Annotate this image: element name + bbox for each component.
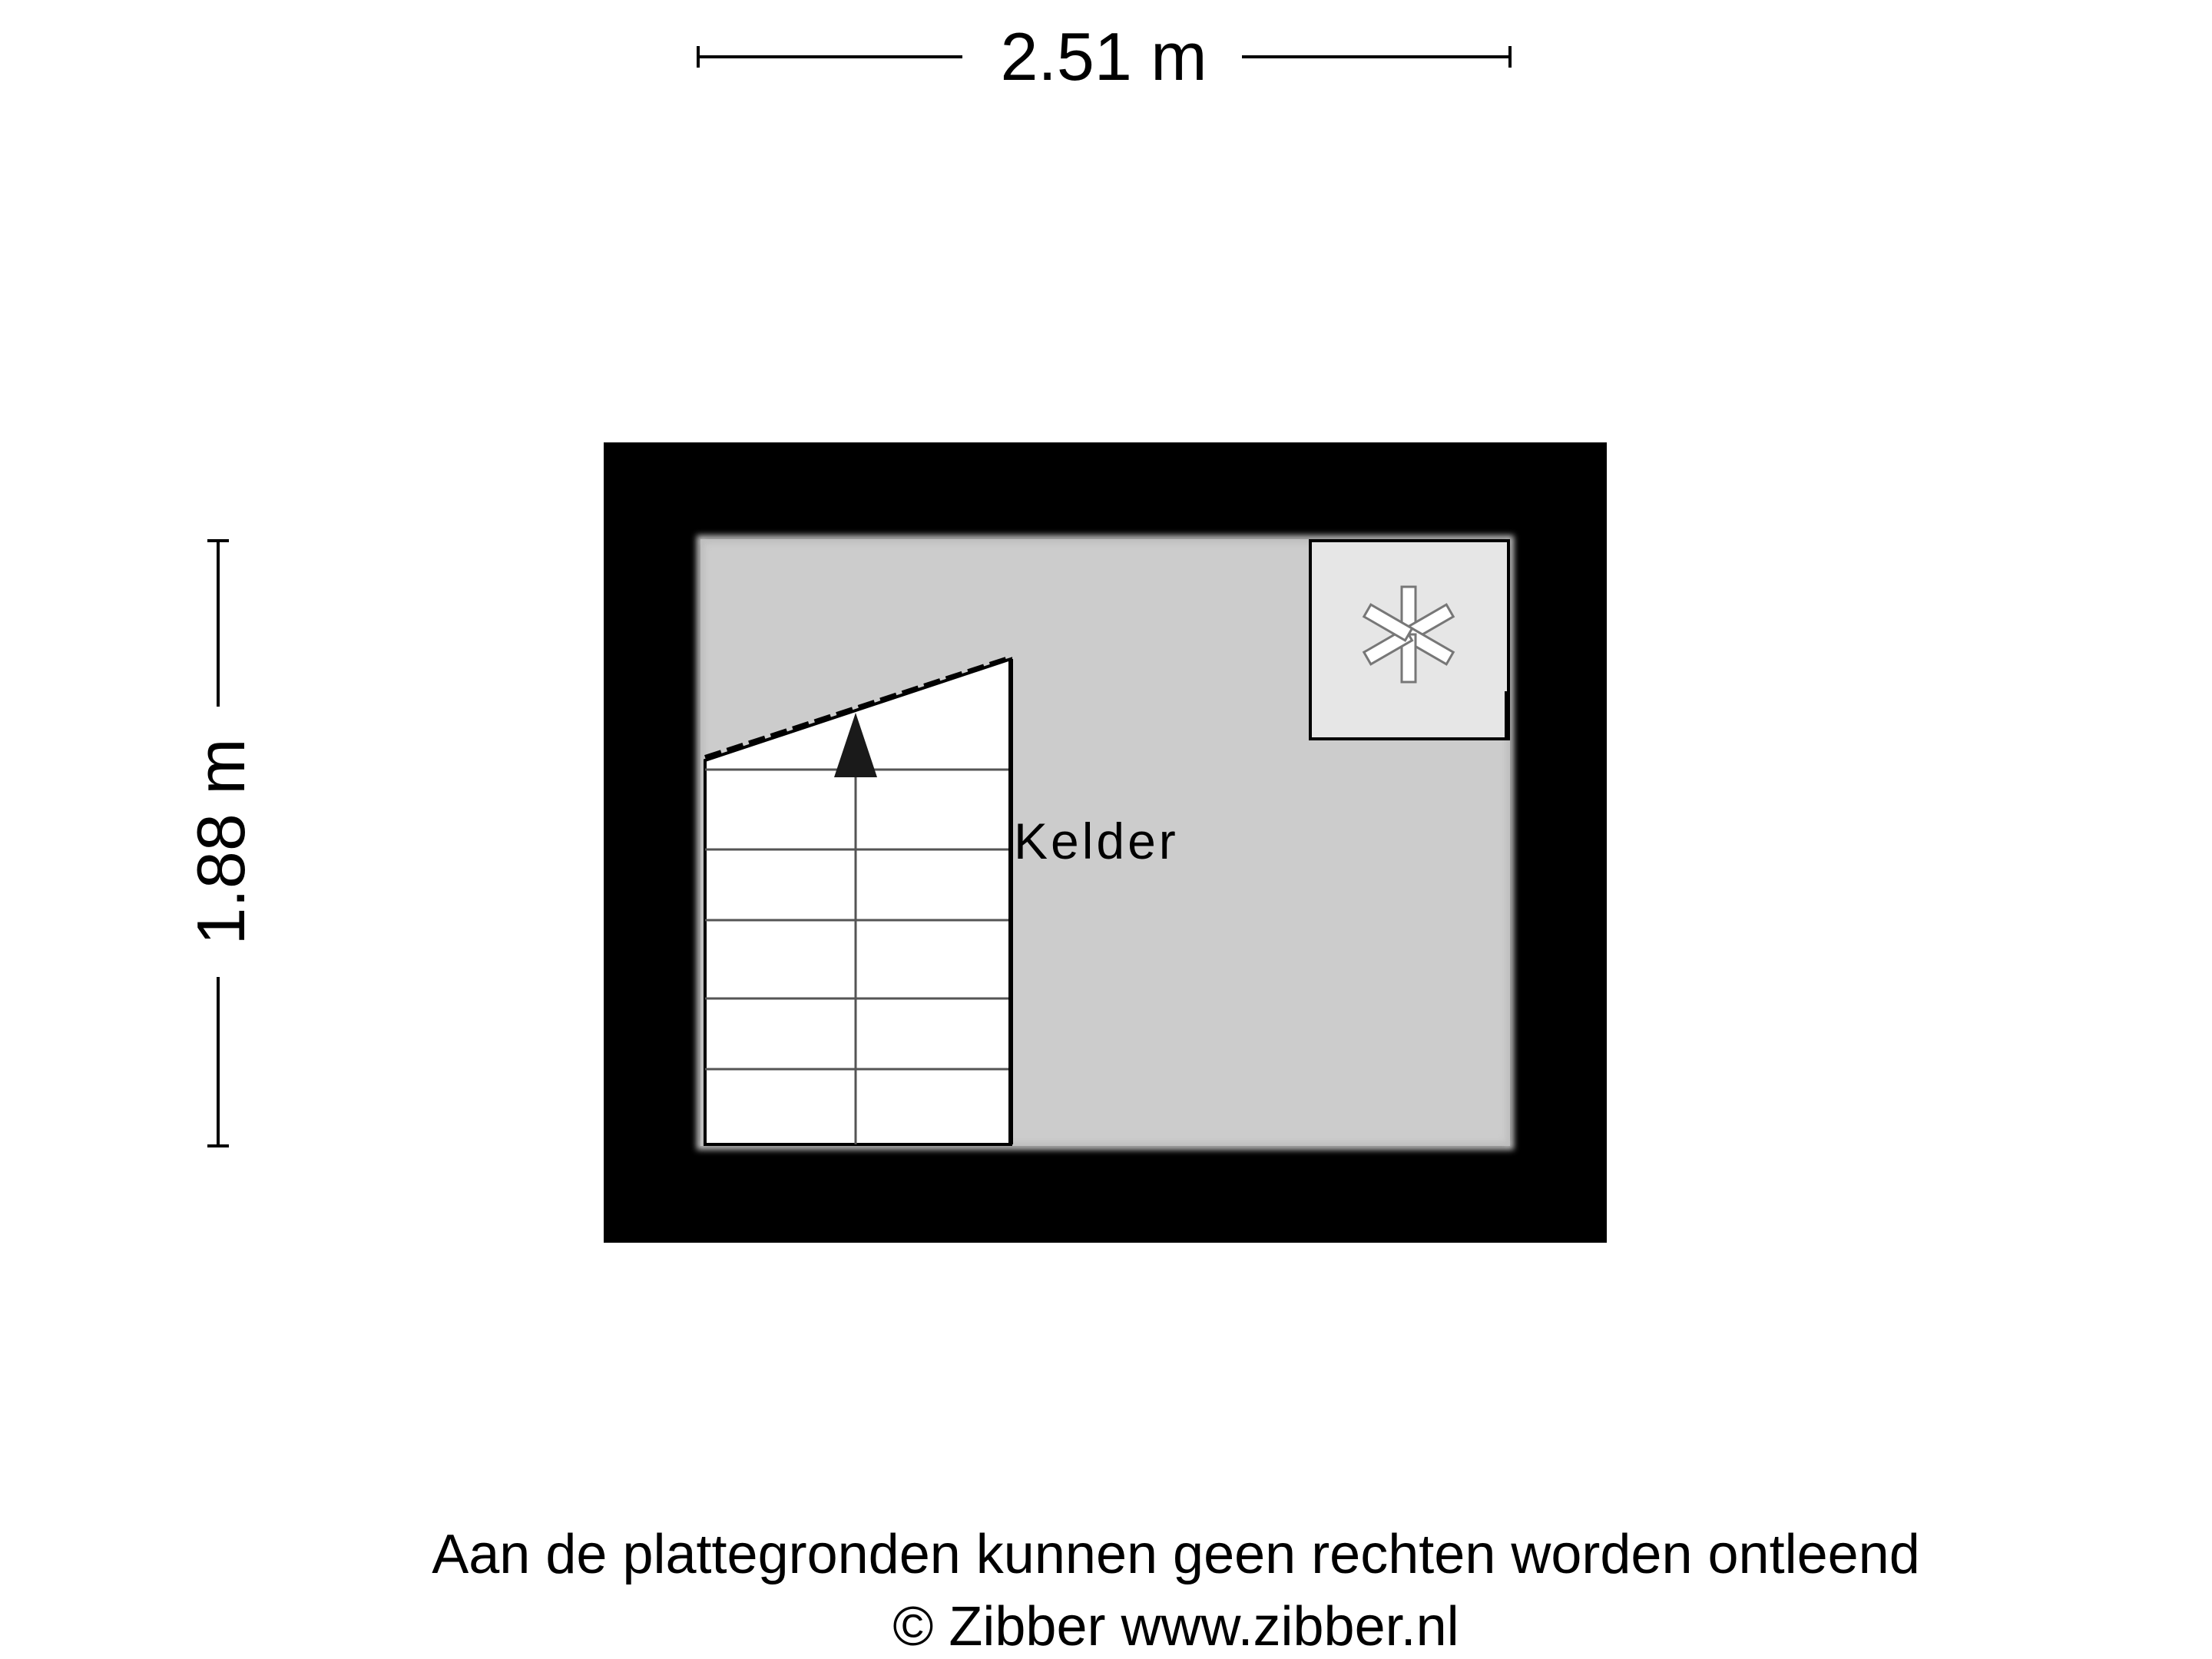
width-dimension — [698, 18, 1510, 94]
height-dimension — [183, 541, 259, 1146]
height-label: 1.88 m — [183, 738, 259, 945]
copyright-text: © Zibber www.zibber.nl — [892, 1596, 1459, 1657]
width-label: 2.51 m — [1000, 18, 1207, 94]
appliance-unit[interactable] — [1310, 541, 1508, 739]
room-label-kelder: Kelder — [1014, 813, 1179, 869]
disclaimer-text: Aan de plattegronden kunnen geen rechten worden ontleend — [432, 1524, 1920, 1585]
